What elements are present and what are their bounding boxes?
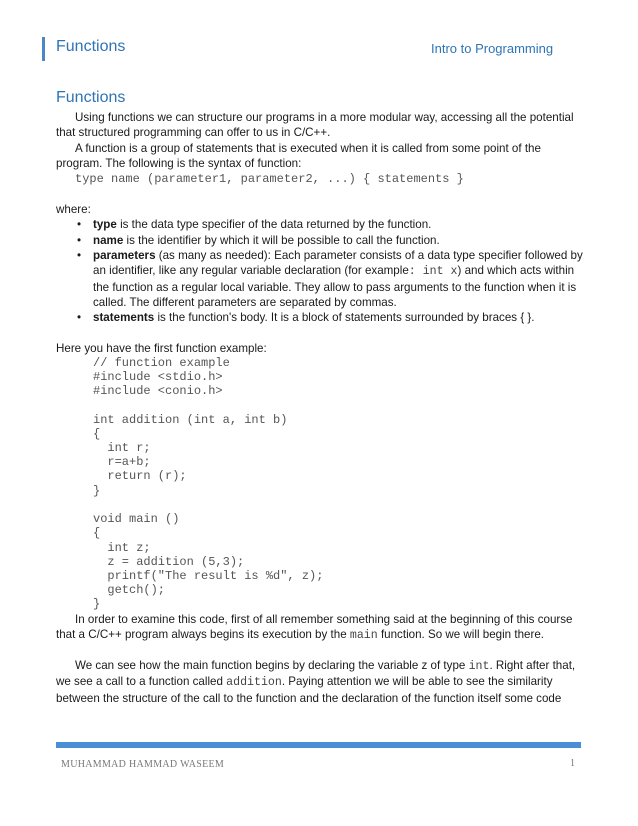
example-intro: Here you have the first function example: — [56, 341, 267, 355]
list-item-type — [77, 217, 588, 232]
header-title: Functions — [56, 38, 126, 55]
syntax-line: type name (parameter1, parameter2, ...) { statements } — [75, 172, 464, 187]
intro-paragraph-1: Using functions we can structure our programs in a more modular way, accessing all the potential that structured programming can offer to us in C/C++. — [56, 111, 574, 140]
definition: (as many as needed): Each parameter consists of a data type specifier followed by an identifier, like any regular variable declaration (for example — [93, 249, 583, 278]
paragraph-main — [56, 612, 588, 644]
section-heading: Functions — [56, 89, 126, 106]
text: function. So we will begin there. — [377, 627, 544, 641]
bullet-icon: • — [77, 249, 82, 263]
definition: is the identifier by which it will be possible to call the function. — [123, 233, 440, 247]
page-number: 1 — [570, 758, 575, 769]
inline-code: main — [349, 628, 378, 642]
bullet-icon: • — [77, 233, 82, 247]
header-subtitle: Intro to Programming — [431, 41, 554, 56]
inline-code: : int x — [408, 265, 458, 279]
spacer — [56, 643, 588, 658]
where-label: where: — [56, 203, 91, 217]
term: type — [93, 218, 117, 232]
definition: ) and which acts within the function as a regular local variable. They allow to pass arguments to the function when it is called. The different parameters are separated by commas. — [93, 264, 577, 309]
spacer — [56, 187, 588, 202]
inline-code: addition — [226, 676, 282, 690]
list-item-parameters — [77, 248, 588, 310]
text: We can see how the main function begins by declaring the variable z of type — [75, 659, 469, 673]
bullet-icon: • — [77, 218, 82, 232]
term: parameters — [93, 249, 156, 263]
footer-bar — [56, 742, 581, 748]
definition: is the function's body. It is a block of statements surrounded by braces { }. — [154, 311, 535, 325]
text: In order to examine this code, first of all remember something said at the beginning of this course that a C/C++ program always begins its execution by the — [56, 612, 573, 641]
list-item-name — [77, 233, 588, 248]
definition: is the data type specifier of the data returned by the function. — [116, 218, 432, 232]
inline-code: int — [468, 660, 490, 674]
term: statements — [93, 311, 155, 325]
term: name — [93, 233, 124, 247]
bullet-icon: • — [77, 311, 82, 325]
text: . Paying attention we will be able to see the similarity between the structure of the call to the function and the declaration of the function itself some code — [56, 675, 562, 705]
code-block: // function example #include <stdio.h> #include <conio.h> int addition (int a, int b) { int r; r=a+b; return (r); } void main () { int z; z = addition (5,3); printf("The result is %d", z); getch(); } — [93, 355, 324, 612]
document-body — [56, 88, 588, 706]
intro-paragraph-2: A function is a group of statements that is executed when it is called from some point of the program. The following is the syntax of function: — [56, 141, 541, 170]
text: . Right after that, we see a call to a function called — [56, 659, 576, 689]
list-item-statements — [77, 310, 588, 325]
header-accent-bar — [42, 37, 45, 61]
paragraph-call — [56, 658, 588, 706]
footer-author: MUHAMMAD HAMMAD WASEEM — [61, 759, 225, 770]
spacer — [56, 326, 588, 341]
definition-list — [56, 217, 588, 325]
